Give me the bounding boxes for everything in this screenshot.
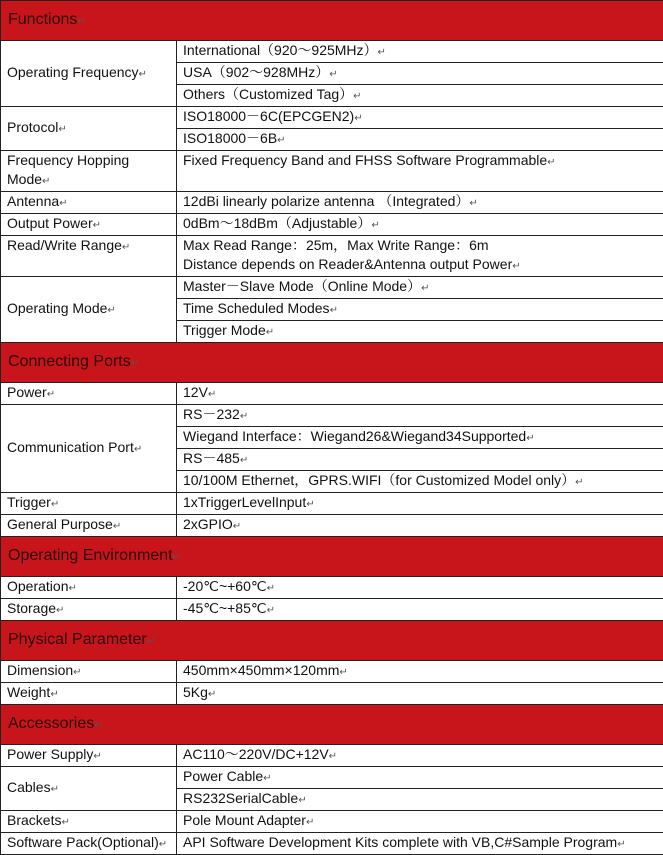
table-row bbox=[1, 383, 663, 405]
section-header-connecting-ports: Connecting Ports↵ bbox=[1, 343, 663, 383]
row-value: API Software Development Kits complete with VB,C#Sample Program↵ bbox=[177, 833, 663, 855]
table-row bbox=[1, 277, 663, 299]
row-label: Software Pack(Optional)↵ bbox=[1, 833, 177, 855]
row-label: Storage↵ bbox=[1, 599, 177, 621]
row-label: Operating Frequency↵ bbox=[1, 41, 177, 107]
row-value: RS232SerialCable↵ bbox=[177, 789, 663, 811]
table-row bbox=[1, 493, 663, 515]
section-row bbox=[1, 537, 663, 577]
row-value: Max Read Range：25m，Max Write Range：6m Distance depends on Reader&Antenna output Power↵ bbox=[177, 236, 663, 277]
row-label: Weight↵ bbox=[1, 683, 177, 705]
table-row bbox=[1, 41, 663, 63]
row-value: Trigger Mode↵ bbox=[177, 321, 663, 343]
row-value: 0dBm～18dBm（Adjustable）↵ bbox=[177, 214, 663, 236]
section-row bbox=[1, 621, 663, 661]
table-row bbox=[1, 405, 663, 427]
row-value: Pole Mount Adapter↵ bbox=[177, 811, 663, 833]
table-row bbox=[1, 599, 663, 621]
row-value: 1xTriggerLevelInput↵ bbox=[177, 493, 663, 515]
row-value: 12dBi linearly polarize antenna （Integrated）↵ bbox=[177, 192, 663, 214]
section-row bbox=[1, 343, 663, 383]
section-header-accessories: Accessories↵ bbox=[1, 705, 663, 745]
row-label: Read/Write Range↵ bbox=[1, 236, 177, 277]
table-row bbox=[1, 833, 663, 855]
row-label: General Purpose↵ bbox=[1, 515, 177, 537]
row-label: Frequency Hopping Mode↵ bbox=[1, 151, 177, 192]
row-value: ISO18000－6C(EPCGEN2)↵ bbox=[177, 107, 663, 129]
row-value: 450mm×450mm×120mm↵ bbox=[177, 661, 663, 683]
section-row bbox=[1, 705, 663, 745]
row-label: Communication Port↵ bbox=[1, 405, 177, 493]
row-label: Power↵ bbox=[1, 383, 177, 405]
row-label: Operating Mode↵ bbox=[1, 277, 177, 343]
row-value: USA（902～928MHz）↵ bbox=[177, 63, 663, 85]
table-row bbox=[1, 192, 663, 214]
row-value: Wiegand Interface：Wiegand26&Wiegand34Supported↵ bbox=[177, 427, 663, 449]
row-label: Cables↵ bbox=[1, 767, 177, 811]
row-value: -20℃~+60℃↵ bbox=[177, 577, 663, 599]
row-value: ISO18000－6B↵ bbox=[177, 129, 663, 151]
row-label: Brackets↵ bbox=[1, 811, 177, 833]
row-label: Operation↵ bbox=[1, 577, 177, 599]
row-value: Others（Customized Tag）↵ bbox=[177, 85, 663, 107]
section-header-operating-environment: Operating Environment↵ bbox=[1, 537, 663, 577]
row-value: RS－232↵ bbox=[177, 405, 663, 427]
row-label: Trigger↵ bbox=[1, 493, 177, 515]
row-value: International（920～925MHz）↵ bbox=[177, 41, 663, 63]
table-row bbox=[1, 214, 663, 236]
row-label: Power Supply↵ bbox=[1, 745, 177, 767]
row-value: 5Kg↵ bbox=[177, 683, 663, 705]
row-label: Antenna↵ bbox=[1, 192, 177, 214]
row-label: Output Power↵ bbox=[1, 214, 177, 236]
row-value: 10/100M Ethernet，GPRS.WIFI（for Customized Model only）↵ bbox=[177, 471, 663, 493]
table-row bbox=[1, 661, 663, 683]
table-row bbox=[1, 767, 663, 789]
table-row bbox=[1, 811, 663, 833]
row-value: -45℃~+85℃↵ bbox=[177, 599, 663, 621]
row-value: Power Cable↵ bbox=[177, 767, 663, 789]
row-label: Dimension↵ bbox=[1, 661, 177, 683]
table-row bbox=[1, 236, 663, 277]
row-value: 2xGPIO↵ bbox=[177, 515, 663, 537]
section-header-functions: Functions↵ bbox=[1, 1, 663, 41]
row-value: Time Scheduled Modes↵ bbox=[177, 299, 663, 321]
table-row bbox=[1, 515, 663, 537]
row-value: Fixed Frequency Band and FHSS Software Programmable↵ bbox=[177, 151, 663, 192]
row-value: RS－485↵ bbox=[177, 449, 663, 471]
table-row bbox=[1, 107, 663, 129]
table-row bbox=[1, 151, 663, 192]
table-row bbox=[1, 683, 663, 705]
section-row bbox=[1, 1, 663, 41]
section-header-physical-parameter: Physical Parameter↵ bbox=[1, 621, 663, 661]
row-value: 12V↵ bbox=[177, 383, 663, 405]
row-value: AC110～220V/DC+12V↵ bbox=[177, 745, 663, 767]
table-row bbox=[1, 577, 663, 599]
row-label: Protocol↵ bbox=[1, 107, 177, 151]
table-row bbox=[1, 745, 663, 767]
row-value: Master－Slave Mode（Online Mode）↵ bbox=[177, 277, 663, 299]
